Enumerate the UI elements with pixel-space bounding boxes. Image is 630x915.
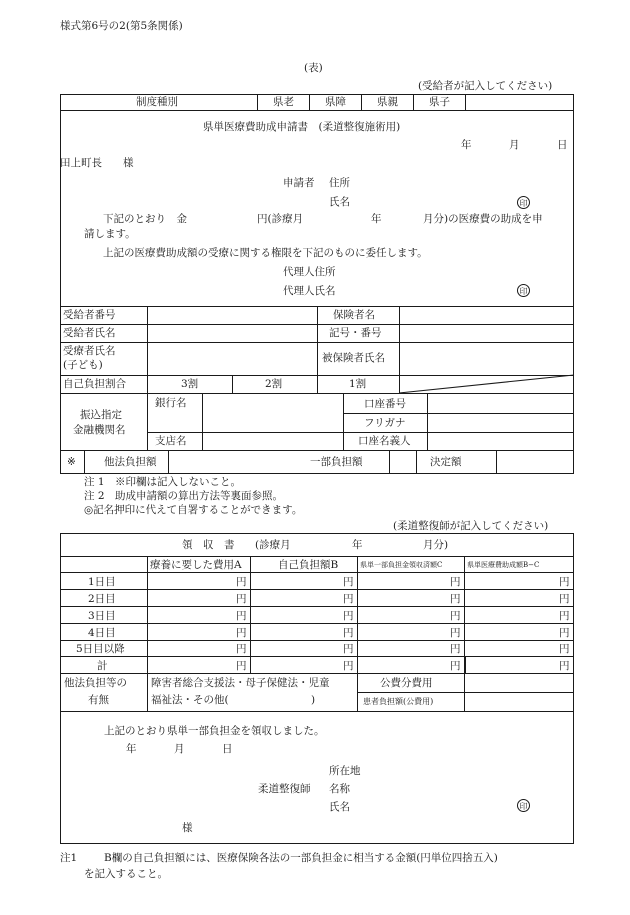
laws-list-close: ) [311,694,316,706]
recipient-number-label: 受給者番号 [63,309,116,321]
receipt-title-month: (診療月 [255,539,291,551]
receipt-day: 日 [222,743,233,755]
other-law-amount-label: 他法負担額 [104,456,157,468]
front-side-label: (表) [304,62,323,74]
date-year: 年 [461,139,472,151]
furigana-label: フリガナ [364,417,406,429]
agent-seal-icon: 印 [517,284,530,297]
yen-d-2: 円 [559,593,570,605]
footnote-label: 注1 [60,852,78,864]
other-law-label-1: 他法負担等の [64,677,127,689]
yen-c-2: 円 [450,593,461,605]
option-ken-shin[interactable]: 県親 [377,96,398,108]
decision-amount-label: 決定額 [430,456,462,468]
note-2: 注 2 助成申請額の算出方法等裏面参照。 [84,490,284,502]
patient-name-label: 受療者氏名 [63,345,116,357]
insurer-name-label: 保険者名 [333,309,375,321]
row-day-5-plus: 5日目以降 [76,643,125,655]
yen-b-3: 円 [343,610,354,622]
agent-name-label: 代理人氏名 [283,285,336,297]
option-ken-ko[interactable]: 県子 [429,96,450,108]
partial-amount-label: 一部負担額 [310,456,363,468]
account-holder-label: 口座名義人 [358,435,411,447]
body-text-1a: 下記のとおり 金 [103,213,187,225]
col-d-header: 県単医療費助成額B−C [467,561,540,569]
copay-ratio-label: 自己負担割合 [63,378,126,390]
yen-c-1: 円 [450,576,461,588]
note-1: 注 1 ※印欄は記入しないこと。 [84,476,242,488]
body-text-1c: 年 [371,213,382,225]
ratio-3[interactable]: 3割 [181,378,199,390]
symbol-number-label: 記号・番号 [329,327,382,339]
yen-b-2: 円 [343,593,354,605]
row-day-1: 1日目 [88,576,116,588]
address-label: 住所 [329,177,350,189]
body-text-1d: 月分)の医療費の助成を申 [423,213,543,225]
receipt-title-end: 月分) [423,539,449,551]
date-day: 日 [557,139,568,151]
laws-list-2: 福祉法・その他( [151,694,229,706]
yen-c-total: 円 [450,660,461,672]
body-text-1b: 円(診療月 [257,213,304,225]
judo-person-label: 氏名 [329,801,350,813]
yen-a-3: 円 [236,610,247,622]
application-title: 県単医療費助成申請書 (柔道整復施術用) [203,121,401,133]
col-b-header: 自己負担額B [278,559,339,571]
received-statement: 上記のとおり県単一部負担金を領収しました。 [104,725,325,737]
judo-name-label: 名称 [329,783,350,795]
row-day-3: 3日目 [88,610,116,622]
body-text-2: 請します。 [84,228,136,240]
date-month: 月 [509,139,520,151]
ratio-2[interactable]: 2割 [265,378,283,390]
row-day-2: 2日目 [88,593,116,605]
insured-name-label: 被保険者氏名 [322,352,385,364]
other-law-label-2: 有無 [88,694,109,706]
yen-a-1: 円 [236,576,247,588]
delegation-text: 上記の医療費助成額の受療に関する権限を下記のものに委任します。 [103,247,428,259]
name-label: 氏名 [329,196,350,208]
row-total: 計 [97,660,108,672]
addressee: 田上町長 様 [60,157,134,169]
bank-name-label: 銀行名 [155,397,187,409]
yen-c-5: 円 [450,643,461,655]
bank-label-1: 振込指定 [80,409,122,421]
yen-c-4: 円 [450,627,461,639]
col-a-header: 療養に要した費用A [150,559,242,571]
form-number: 様式第6号の2(第5条関係) [60,20,183,32]
receipt-year: 年 [126,743,137,755]
applicant-label: 申請者 [283,177,315,189]
yen-d-1: 円 [559,576,570,588]
account-number-label: 口座番号 [364,398,406,410]
recipient-name-label: 受給者氏名 [63,327,116,339]
yen-a-5: 円 [236,643,247,655]
receipt-month: 月 [174,743,185,755]
therapist-seal-icon: 印 [517,799,530,812]
receipt-title-year: 年 [352,539,363,551]
public-fee-label: 公費分費用 [380,677,433,689]
official-mark: ※ [67,456,76,468]
receipt-title: 領 収 書 [182,539,235,551]
yen-d-total: 円 [559,660,570,672]
sama-label: 様 [182,822,193,834]
option-ken-ro[interactable]: 県老 [273,96,294,108]
yen-a-total: 円 [236,660,247,672]
applicant-seal-icon: 印 [517,196,530,209]
footnote-text-2: を記入すること。 [84,868,168,880]
yen-c-3: 円 [450,610,461,622]
location-label: 所在地 [329,765,361,777]
bank-label-2: 金融機関名 [73,424,126,436]
laws-list-1: 障害者総合支援法・母子保健法・児童 [151,677,330,689]
practitioner-note: (柔道整復師が記入してください) [393,520,549,532]
yen-d-5: 円 [559,643,570,655]
yen-b-total: 円 [343,660,354,672]
row-day-4: 4日目 [88,627,116,639]
recipient-note: (受給者が記入してください) [418,80,553,92]
child-label: (子ども) [63,359,103,371]
patient-burden-label: 患者負担額(公費用) [363,697,434,706]
branch-name-label: 支店名 [155,435,187,447]
footnote-text: B欄の自己負担額には、医療保険各法の一部負担金に相当する金額(円単位四捨五入) [104,852,498,864]
col-c-header: 県単一部負担金領収済額C [360,561,443,569]
yen-d-4: 円 [559,627,570,639]
ratio-1[interactable]: 1割 [349,378,367,390]
yen-b-1: 円 [343,576,354,588]
agent-address-label: 代理人住所 [283,266,336,278]
option-ken-sho[interactable]: 県障 [325,96,346,108]
total-highlight-box [465,656,574,674]
system-type-label: 制度種別 [136,96,178,108]
yen-d-3: 円 [559,610,570,622]
yen-b-5: 円 [343,643,354,655]
yen-a-2: 円 [236,593,247,605]
note-3: ◎記名押印に代えて自署することができます。 [84,504,303,516]
yen-a-4: 円 [236,627,247,639]
judo-therapist-label: 柔道整復師 [258,783,311,795]
yen-b-4: 円 [343,627,354,639]
